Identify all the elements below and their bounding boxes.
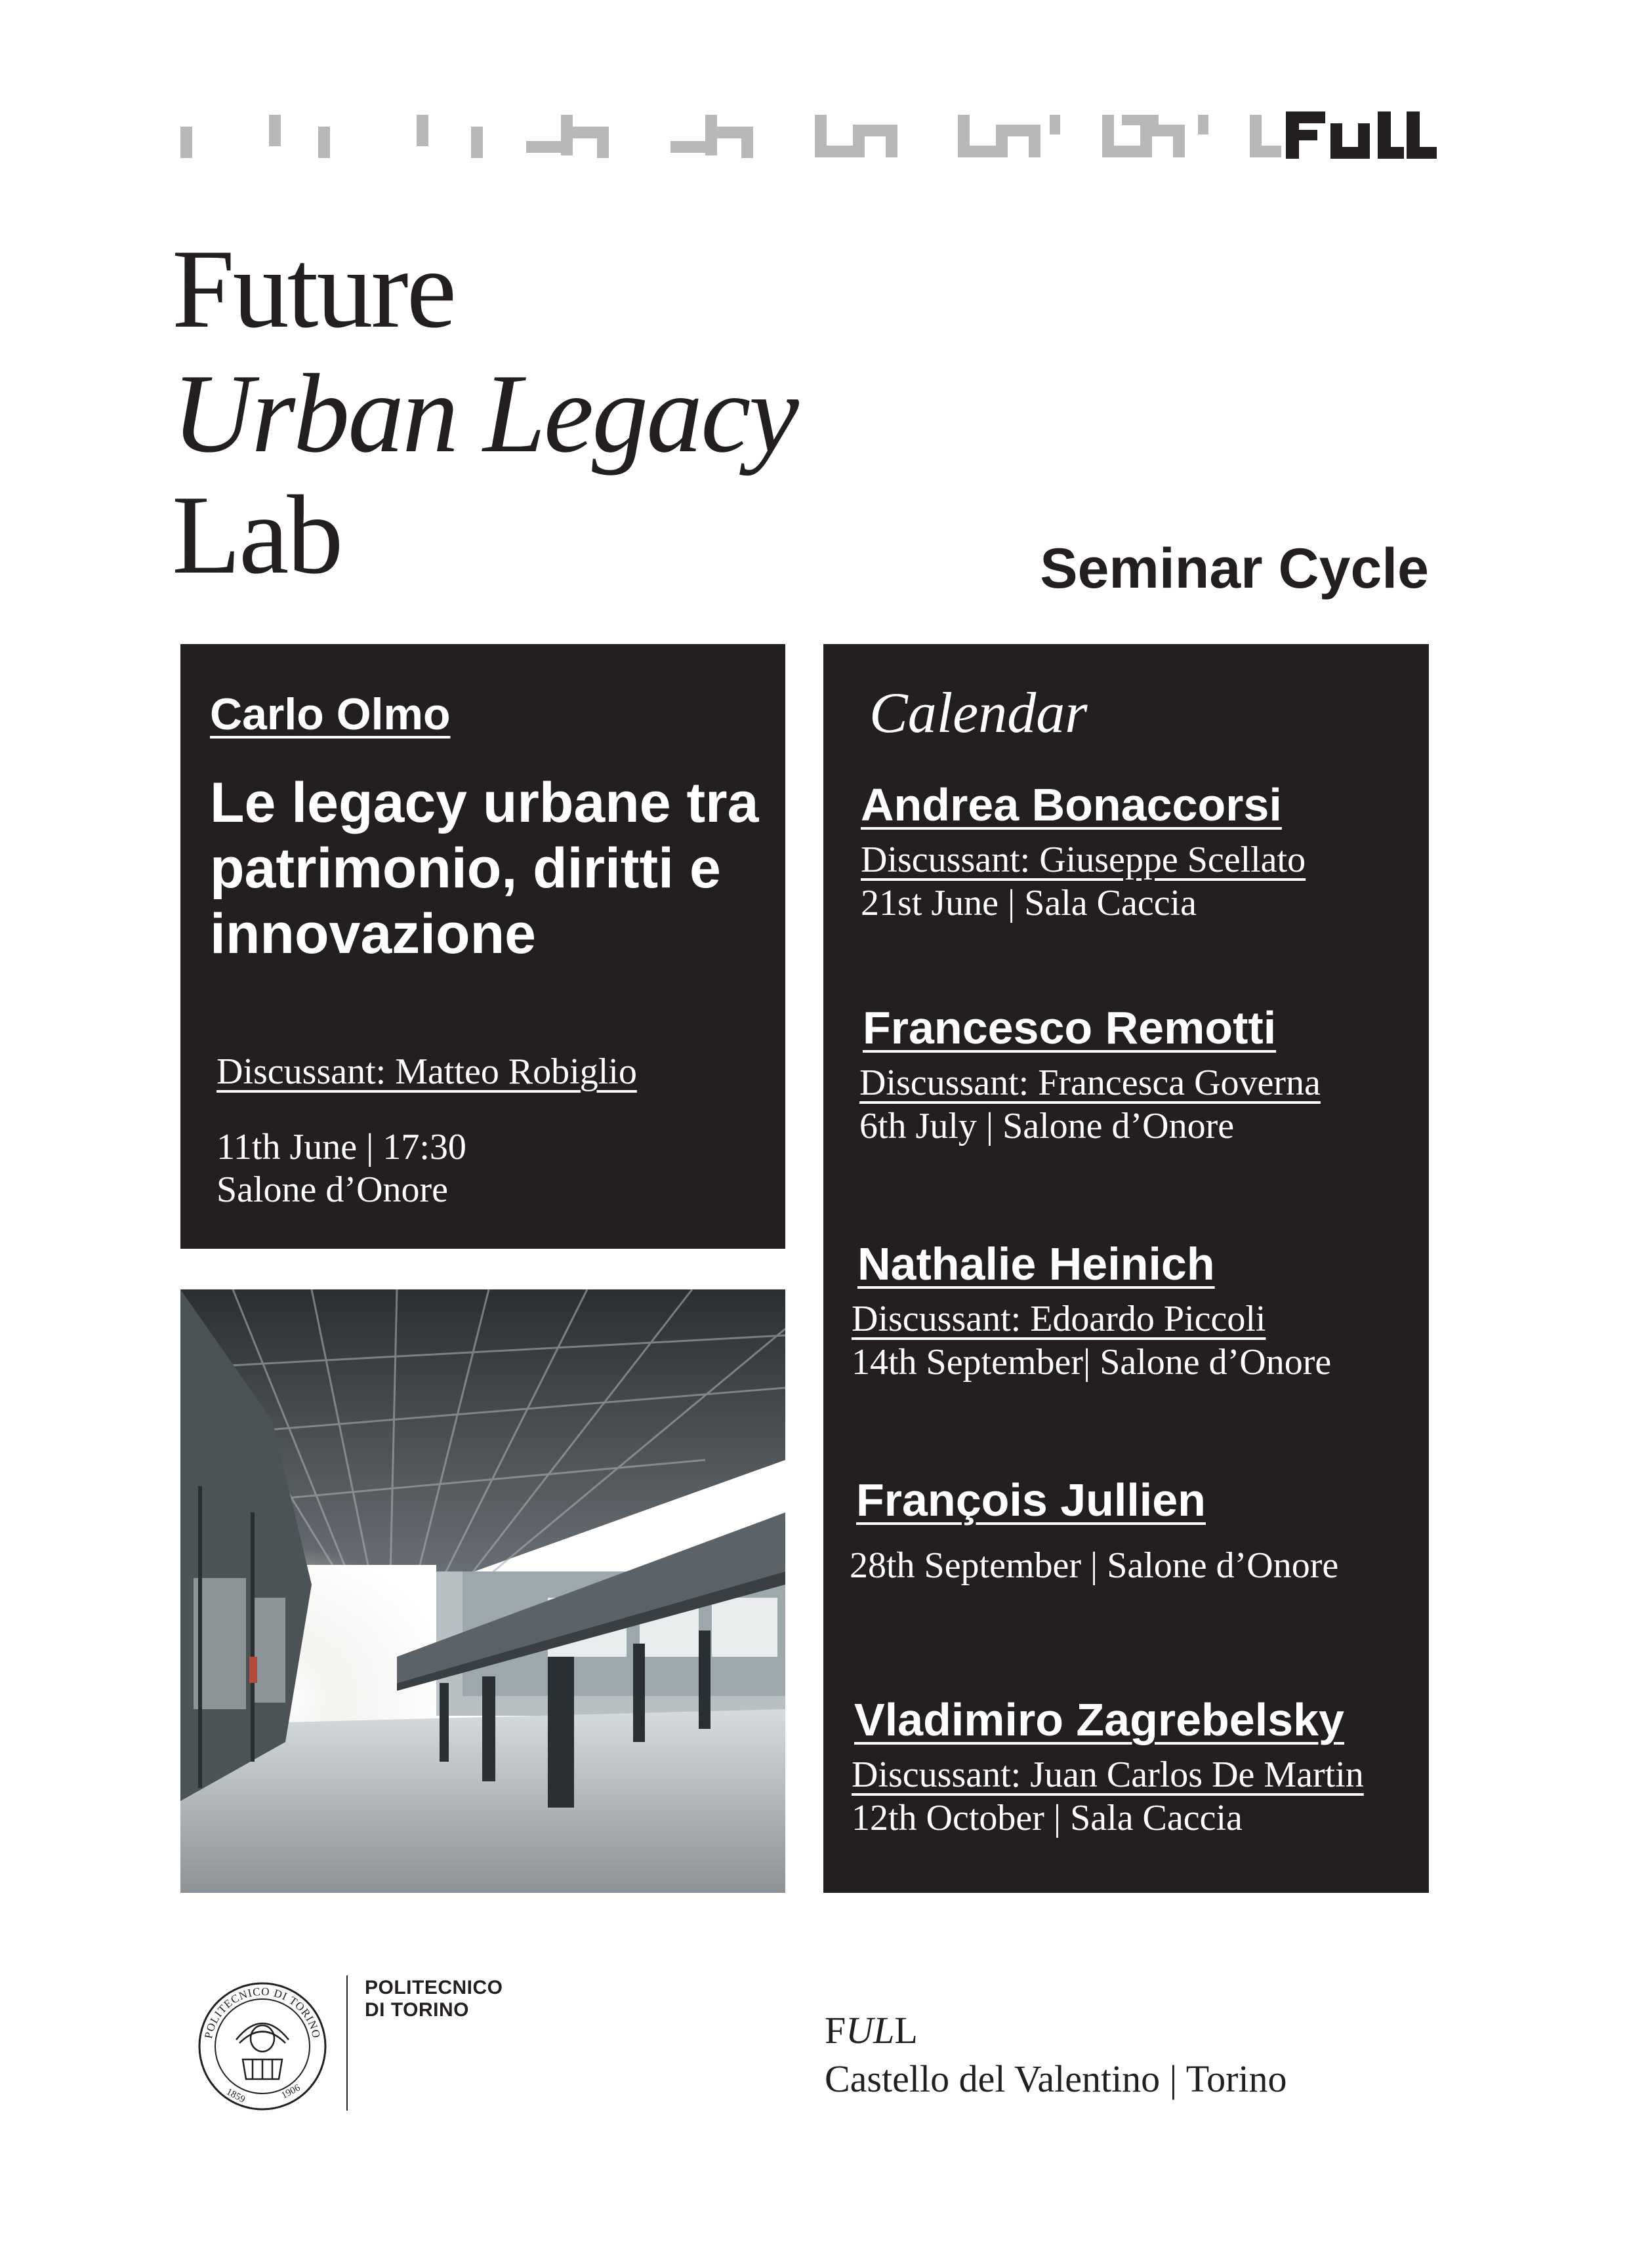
event-speaker: François Jullien [856, 1474, 1206, 1526]
event-speaker: Andrea Bonaccorsi [861, 779, 1282, 830]
politecnico-seal-icon [197, 1981, 328, 2112]
full-name-ul: UL [846, 2009, 895, 2052]
logo-pattern [180, 115, 1281, 158]
calendar-panel [823, 644, 1429, 1893]
university-name [365, 1977, 503, 2021]
full-name-l: L [894, 2009, 918, 2052]
event-info: 14th September| Salone d’Onore [852, 1342, 1332, 1383]
event-speaker: Francesco Remotti [863, 1002, 1277, 1053]
event-info: 6th July | Salone d’Onore [859, 1106, 1235, 1146]
event-info: 28th September | Salone d’Onore [850, 1545, 1339, 1586]
footer-divider [346, 1975, 348, 2111]
featured-speaker-name: Carlo Olmo [210, 689, 451, 739]
seal-year-left: 1859 [224, 2086, 247, 2105]
university-name-line1: POLITECNICO [365, 1977, 503, 1998]
event-info: 21st June | Sala Caccia [861, 883, 1197, 923]
subtitle-seminar-cycle: Seminar Cycle [1040, 537, 1429, 600]
event-speaker: Vladimiro Zagrebelsky [854, 1694, 1344, 1745]
calendar-title: Calendar [869, 681, 1088, 745]
title-line-lab: Lab [172, 473, 342, 597]
event-speaker: Nathalie Heinich [857, 1238, 1215, 1289]
full-name-f: F [825, 2009, 846, 2052]
venue-location: Castello del Valentino | Torino [825, 2057, 1287, 2100]
seal-year-right: 1906 [279, 2082, 302, 2101]
featured-talk-title: Le legacy urbane tra patrimonio, diritti e innovazione [210, 771, 759, 965]
event-discussant: Discussant: Giuseppe Scellato [861, 840, 1306, 880]
industrial-hall-photo [180, 1289, 785, 1893]
event-discussant: Discussant: Juan Carlos De Martin [852, 1754, 1364, 1795]
event-discussant: Discussant: Francesca Governa [859, 1063, 1321, 1103]
full-wordmark [1286, 111, 1437, 159]
event-info: 12th October | Sala Caccia [852, 1798, 1243, 1838]
featured-seminar-panel [180, 644, 785, 1249]
title-line-urban-legacy: Urban Legacy [172, 352, 797, 476]
university-name-line2: DI TORINO [365, 1999, 469, 2021]
featured-place: Salone d’Onore [216, 1169, 449, 1210]
title-line-future: Future [172, 227, 455, 352]
seal-text: POLITECNICO DI TORINO [201, 1985, 323, 2040]
full-lab-name [825, 2008, 918, 2052]
featured-discussant: Discussant: Matteo Robiglio [216, 1051, 637, 1092]
full-logo-strip [177, 105, 1437, 171]
event-discussant: Discussant: Edoardo Piccoli [852, 1299, 1266, 1339]
featured-time: 11th June | 17:30 [216, 1127, 466, 1167]
